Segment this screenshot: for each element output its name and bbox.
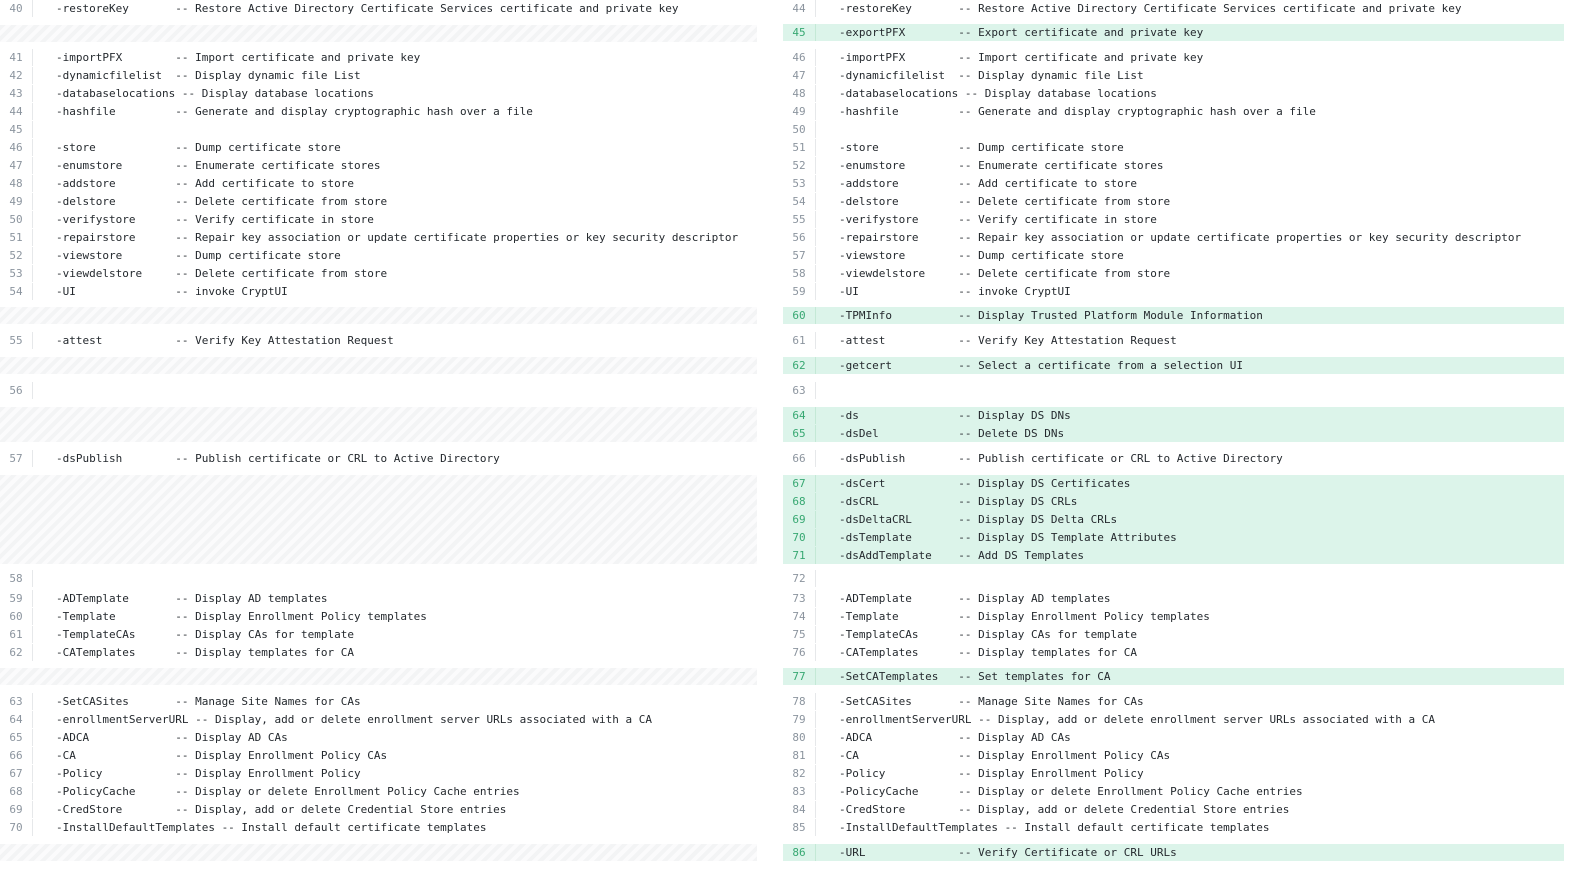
- line-number: 61: [783, 332, 816, 349]
- code-text: -UI -- invoke CryptUI: [839, 285, 1071, 298]
- code-text: -CA -- Display Enrollment Policy CAs: [839, 749, 1171, 762]
- line-number: 54: [0, 283, 33, 300]
- line-number: 70: [783, 529, 816, 546]
- code-text: -attest -- Verify Key Attestation Request: [839, 334, 1177, 347]
- code-text: -dsPublish -- Publish certificate or CRL to Active Directory: [56, 452, 500, 465]
- line-number: 64: [0, 711, 33, 728]
- line-number: 82: [783, 765, 816, 782]
- code-text: -ADTemplate -- Display AD templates: [56, 592, 328, 605]
- code-text: -viewdelstore -- Delete certificate from store: [839, 267, 1171, 280]
- diff-line: [783, 608, 1564, 625]
- diff-line: [0, 819, 757, 836]
- code-text: -repairstore -- Repair key association or update certificate properties or key security descriptor: [56, 231, 739, 244]
- diff-line: [0, 626, 757, 643]
- code-text: -enrollmentServerURL -- Display, add or delete enrollment server URLs associated with a CA: [839, 713, 1436, 726]
- code-text: -dsDel -- Delete DS DNs: [839, 427, 1065, 440]
- code-text: -SetCASites -- Manage Site Names for CAs: [839, 695, 1144, 708]
- code-text: -InstallDefaultTemplates -- Install default certificate templates: [56, 821, 487, 834]
- line-number: 49: [783, 103, 816, 120]
- code-text: -addstore -- Add certificate to store: [839, 177, 1138, 190]
- diff-line: [0, 193, 757, 210]
- diff-line: [783, 570, 1564, 587]
- diff-filler: [0, 844, 757, 861]
- code-text: -URL -- Verify Certificate or CRL URLs: [839, 846, 1177, 859]
- diff-filler: [0, 668, 757, 685]
- code-text: -enrollmentServerURL -- Display, add or delete enrollment server URLs associated with a CA: [56, 713, 653, 726]
- line-number: 50: [783, 121, 816, 138]
- line-number: 74: [783, 608, 816, 625]
- line-number: 71: [783, 547, 816, 564]
- code-text: -viewstore -- Dump certificate store: [839, 249, 1124, 262]
- diff-line: [0, 711, 757, 728]
- line-number: 78: [783, 693, 816, 710]
- diff-line: [0, 283, 757, 300]
- diff-line: [0, 693, 757, 710]
- diff-line: [0, 103, 757, 120]
- diff-line: [783, 175, 1564, 192]
- diff-filler: [0, 357, 757, 374]
- line-number: 60: [783, 307, 816, 324]
- diff-line: [783, 103, 1564, 120]
- line-number: 68: [0, 783, 33, 800]
- diff-line: [0, 570, 757, 587]
- line-number: 59: [0, 590, 33, 607]
- code-text: -importPFX -- Import certificate and private key: [839, 51, 1204, 64]
- line-number: 67: [0, 765, 33, 782]
- added-line: [783, 24, 1564, 41]
- diff-line: [783, 801, 1564, 818]
- code-text: -ADCA -- Display AD CAs: [56, 731, 288, 744]
- line-number: 44: [0, 103, 33, 120]
- added-line: [783, 425, 1564, 442]
- diff-line: [783, 193, 1564, 210]
- code-text: -Policy -- Display Enrollment Policy: [56, 767, 361, 780]
- code-text: -ADCA -- Display AD CAs: [839, 731, 1071, 744]
- code-text: -Template -- Display Enrollment Policy templates: [839, 610, 1210, 623]
- code-text: -delstore -- Delete certificate from store: [56, 195, 388, 208]
- diff-line: [0, 175, 757, 192]
- line-number: 73: [783, 590, 816, 607]
- code-text: -restoreKey -- Restore Active Directory Certificate Services certificate and private key: [56, 2, 679, 15]
- diff-line: [0, 783, 757, 800]
- line-number: 59: [783, 283, 816, 300]
- diff-line: [783, 49, 1564, 66]
- added-line: [783, 529, 1564, 546]
- line-number: 56: [783, 229, 816, 246]
- code-text: -dsPublish -- Publish certificate or CRL to Active Directory: [839, 452, 1283, 465]
- line-number: 84: [783, 801, 816, 818]
- diff-filler: [0, 307, 757, 324]
- line-number: 46: [783, 49, 816, 66]
- line-number: 81: [783, 747, 816, 764]
- code-text: -PolicyCache -- Display or delete Enrollment Policy Cache entries: [839, 785, 1303, 798]
- diff-line: [783, 157, 1564, 174]
- diff-line: [0, 450, 757, 467]
- line-number: 62: [783, 357, 816, 374]
- code-text: -store -- Dump certificate store: [56, 141, 341, 154]
- code-text: -TemplateCAs -- Display CAs for template: [56, 628, 355, 641]
- code-text: -PolicyCache -- Display or delete Enrollment Policy Cache entries: [56, 785, 520, 798]
- code-text: -InstallDefaultTemplates -- Install default certificate templates: [839, 821, 1270, 834]
- code-text: -CA -- Display Enrollment Policy CAs: [56, 749, 388, 762]
- diff-line: [0, 247, 757, 264]
- line-number: 64: [783, 407, 816, 424]
- line-number: 50: [0, 211, 33, 228]
- line-number: 57: [783, 247, 816, 264]
- line-number: 60: [0, 608, 33, 625]
- code-text: -databaselocations -- Display database locations: [839, 87, 1157, 100]
- code-text: -store -- Dump certificate store: [839, 141, 1124, 154]
- code-text: -restoreKey -- Restore Active Directory Certificate Services certificate and private key: [839, 2, 1462, 15]
- diff-line: [783, 729, 1564, 746]
- code-text: -CredStore -- Display, add or delete Credential Store entries: [56, 803, 507, 816]
- line-number: 80: [783, 729, 816, 746]
- diff-line: [783, 247, 1564, 264]
- code-text: -dsAddTemplate -- Add DS Templates: [839, 549, 1085, 562]
- line-number: 57: [0, 450, 33, 467]
- diff-line: [0, 382, 757, 399]
- diff-line: [783, 693, 1564, 710]
- diff-line: [0, 139, 757, 156]
- diff-line: [0, 729, 757, 746]
- diff-line: [0, 644, 757, 661]
- code-text: -CATemplates -- Display templates for CA: [56, 646, 355, 659]
- code-text: -SetCATemplates -- Set templates for CA: [839, 670, 1111, 683]
- diff-line: [783, 783, 1564, 800]
- diff-line: [783, 283, 1564, 300]
- diff-line: [783, 450, 1564, 467]
- line-number: 79: [783, 711, 816, 728]
- line-number: 47: [0, 157, 33, 174]
- diff-filler: [0, 407, 757, 442]
- line-number: 72: [783, 570, 816, 587]
- diff-line: [783, 139, 1564, 156]
- line-number: 51: [783, 139, 816, 156]
- line-number: 53: [0, 265, 33, 282]
- line-number: 58: [0, 570, 33, 587]
- code-text: -enumstore -- Enumerate certificate stores: [839, 159, 1164, 172]
- diff-line: [0, 332, 757, 349]
- code-text: -UI -- invoke CryptUI: [56, 285, 288, 298]
- added-line: [783, 493, 1564, 510]
- code-text: -TemplateCAs -- Display CAs for template: [839, 628, 1138, 641]
- code-text: -dsTemplate -- Display DS Template Attributes: [839, 531, 1177, 544]
- line-number: 65: [783, 425, 816, 442]
- code-text: -hashfile -- Generate and display cryptographic hash over a file: [56, 105, 533, 118]
- code-text: -ADTemplate -- Display AD templates: [839, 592, 1111, 605]
- diff-line: [783, 711, 1564, 728]
- diff-line: [783, 121, 1564, 138]
- diff-line: [0, 121, 757, 138]
- diff-line: [0, 265, 757, 282]
- code-text: -CATemplates -- Display templates for CA: [839, 646, 1138, 659]
- code-text: -viewdelstore -- Delete certificate from store: [56, 267, 388, 280]
- code-text: -TPMInfo -- Display Trusted Platform Module Information: [839, 309, 1263, 322]
- diff-line: [783, 819, 1564, 836]
- line-number: 48: [783, 85, 816, 102]
- code-text: -dynamicfilelist -- Display dynamic file List: [56, 69, 361, 82]
- line-number: 75: [783, 626, 816, 643]
- added-line: [783, 307, 1564, 324]
- code-text: -dsCRL -- Display DS CRLs: [839, 495, 1078, 508]
- diff-line: [0, 229, 757, 246]
- line-number: 43: [0, 85, 33, 102]
- diff-line: [783, 332, 1564, 349]
- diff-line: [0, 211, 757, 228]
- diff-left-pane: [0, 0, 757, 869]
- line-number: 77: [783, 668, 816, 685]
- diff-line: [0, 0, 757, 17]
- line-number: 67: [783, 475, 816, 492]
- code-text: -hashfile -- Generate and display cryptographic hash over a file: [839, 105, 1316, 118]
- diff-filler: [0, 475, 757, 564]
- code-text: -viewstore -- Dump certificate store: [56, 249, 341, 262]
- line-number: 69: [783, 511, 816, 528]
- line-number: 85: [783, 819, 816, 836]
- line-number: 65: [0, 729, 33, 746]
- line-number: 62: [0, 644, 33, 661]
- line-number: 52: [0, 247, 33, 264]
- line-number: 40: [0, 0, 33, 17]
- line-number: 54: [783, 193, 816, 210]
- line-number: 53: [783, 175, 816, 192]
- line-number: 86: [783, 844, 816, 861]
- code-text: -addstore -- Add certificate to store: [56, 177, 355, 190]
- diff-line: [0, 801, 757, 818]
- code-text: -dsDeltaCRL -- Display DS Delta CRLs: [839, 513, 1118, 526]
- code-text: -verifystore -- Verify certificate in store: [56, 213, 374, 226]
- code-text: -Policy -- Display Enrollment Policy: [839, 767, 1144, 780]
- diff-line: [783, 590, 1564, 607]
- code-text: -exportPFX -- Export certificate and private key: [839, 26, 1204, 39]
- diff-line: [0, 608, 757, 625]
- added-line: [783, 511, 1564, 528]
- line-number: 76: [783, 644, 816, 661]
- code-text: -dynamicfilelist -- Display dynamic file List: [839, 69, 1144, 82]
- diff-line: [783, 644, 1564, 661]
- diff-line: [783, 265, 1564, 282]
- diff-line: [0, 747, 757, 764]
- line-number: 48: [0, 175, 33, 192]
- diff-line: [0, 67, 757, 84]
- line-number: 69: [0, 801, 33, 818]
- added-line: [783, 547, 1564, 564]
- diff-line: [783, 747, 1564, 764]
- diff-line: [0, 157, 757, 174]
- line-number: 52: [783, 157, 816, 174]
- diff-right-pane: [783, 0, 1564, 869]
- line-number: 63: [783, 382, 816, 399]
- line-number: 68: [783, 493, 816, 510]
- diff-line: [0, 85, 757, 102]
- diff-line: [783, 626, 1564, 643]
- diff-line: [783, 765, 1564, 782]
- code-text: -getcert -- Select a certificate from a selection UI: [839, 359, 1243, 372]
- line-number: 46: [0, 139, 33, 156]
- diff-line: [0, 49, 757, 66]
- diff-line: [783, 211, 1564, 228]
- line-number: 61: [0, 626, 33, 643]
- line-number: 47: [783, 67, 816, 84]
- diff-line: [783, 382, 1564, 399]
- added-line: [783, 407, 1564, 424]
- diff-line: [783, 67, 1564, 84]
- code-text: -repairstore -- Repair key association or update certificate properties or key security descriptor: [839, 231, 1522, 244]
- code-text: -ds -- Display DS DNs: [839, 409, 1071, 422]
- line-number: 70: [0, 819, 33, 836]
- line-number: 56: [0, 382, 33, 399]
- diff-line: [0, 590, 757, 607]
- line-number: 83: [783, 783, 816, 800]
- code-text: -delstore -- Delete certificate from store: [839, 195, 1171, 208]
- code-text: -importPFX -- Import certificate and private key: [56, 51, 421, 64]
- code-text: -enumstore -- Enumerate certificate stores: [56, 159, 381, 172]
- line-number: 45: [783, 24, 816, 41]
- diff-filler: [0, 25, 757, 42]
- diff-line: [783, 229, 1564, 246]
- line-number: 44: [783, 0, 816, 17]
- line-number: 51: [0, 229, 33, 246]
- line-number: 66: [783, 450, 816, 467]
- line-number: 42: [0, 67, 33, 84]
- added-line: [783, 844, 1564, 861]
- line-number: 66: [0, 747, 33, 764]
- code-text: -CredStore -- Display, add or delete Credential Store entries: [839, 803, 1290, 816]
- code-text: -verifystore -- Verify certificate in store: [839, 213, 1157, 226]
- line-number: 55: [0, 332, 33, 349]
- line-number: 41: [0, 49, 33, 66]
- line-number: 55: [783, 211, 816, 228]
- diff-line: [783, 0, 1564, 17]
- line-number: 63: [0, 693, 33, 710]
- code-text: -attest -- Verify Key Attestation Request: [56, 334, 394, 347]
- line-number: 58: [783, 265, 816, 282]
- line-number: 45: [0, 121, 33, 138]
- diff-line: [783, 85, 1564, 102]
- added-line: [783, 668, 1564, 685]
- code-text: -SetCASites -- Manage Site Names for CAs: [56, 695, 361, 708]
- code-text: -dsCert -- Display DS Certificates: [839, 477, 1131, 490]
- added-line: [783, 475, 1564, 492]
- code-text: -Template -- Display Enrollment Policy templates: [56, 610, 427, 623]
- added-line: [783, 357, 1564, 374]
- code-text: -databaselocations -- Display database locations: [56, 87, 374, 100]
- line-number: 49: [0, 193, 33, 210]
- diff-line: [0, 765, 757, 782]
